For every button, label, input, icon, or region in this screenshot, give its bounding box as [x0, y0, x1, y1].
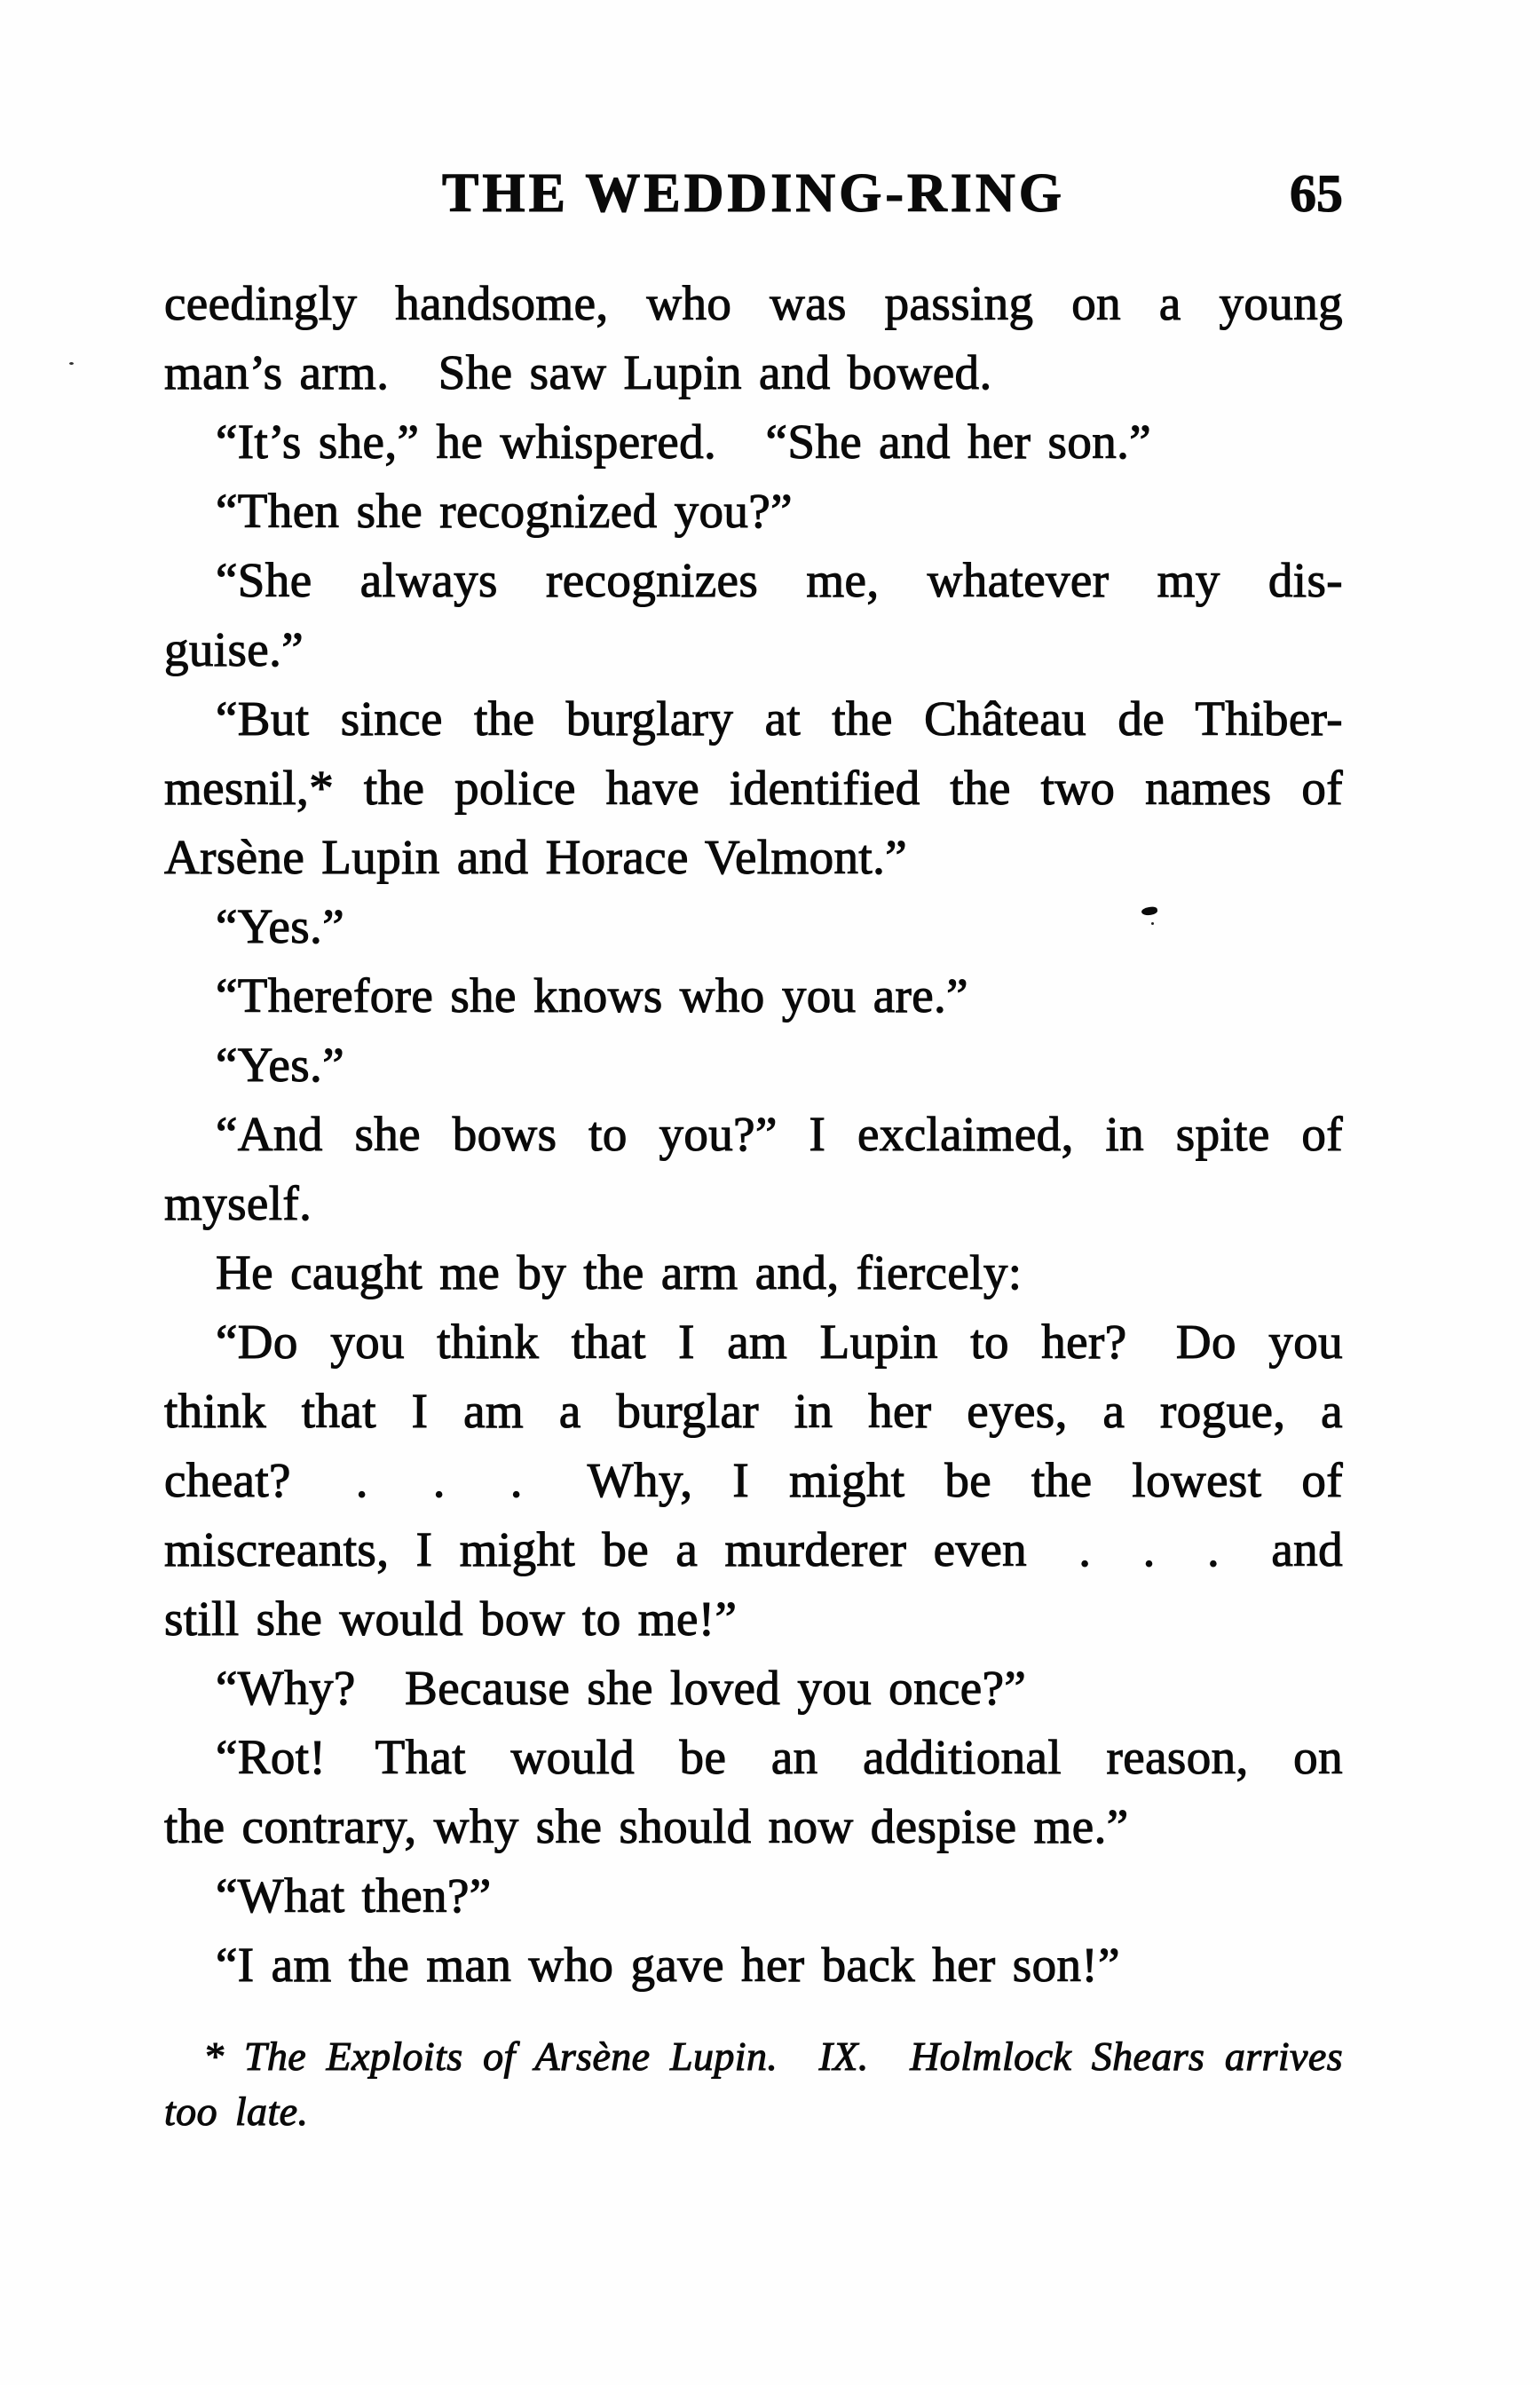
page-number: 65 — [1290, 164, 1343, 223]
text-line: still she would bow to me!” — [164, 1591, 738, 1646]
text-line: guise.” — [164, 622, 304, 676]
text-line: He caught me by the arm and, fiercely: — [216, 1245, 1023, 1299]
footnote — [164, 2029, 1343, 2139]
footnote-line: too late. — [164, 2089, 309, 2134]
page-title: THE WEDDING-RING — [442, 163, 1065, 224]
running-header — [164, 162, 1343, 225]
footnote-line: * The Exploits of Arsène Lupin. IX. Holmlock Shears arrives — [203, 2034, 1343, 2079]
text-line: “And she bows to you?” I exclaimed, in spite of — [216, 1107, 1343, 1161]
text-line: “Do you think that I am Lupin to her? Do you — [216, 1315, 1343, 1369]
text-line: miscreants, I might be a murderer even . . . and — [164, 1522, 1343, 1576]
text-line: “Rot! That would be an additional reason, on — [216, 1730, 1343, 1784]
text-line: “What then?” — [216, 1868, 492, 1923]
text-line: ceedingly handsome, who was passing on a young — [164, 276, 1343, 330]
text-line: “Why? Because she loved you once?” — [216, 1661, 1027, 1715]
text-line: cheat? . . . Why, I might be the lowest of — [164, 1453, 1343, 1507]
text-line: mesnil,* the police have identified the two names of — [164, 761, 1343, 815]
text-line: “It’s she,” he whispered. “She and her son.” — [216, 415, 1152, 469]
text-line: man’s arm. She saw Lupin and bowed. — [164, 345, 992, 399]
text-line: Arsène Lupin and Horace Velmont.” — [164, 830, 908, 884]
text-line: “Yes.” — [216, 899, 345, 953]
text-line: “But since the burglary at the Château de Thiber- — [216, 691, 1343, 746]
text-line: think that I am a burglar in her eyes, a rogue, a — [164, 1384, 1343, 1438]
ink-dot — [1151, 922, 1154, 925]
body-text — [164, 269, 1343, 2000]
text-line: “She always recognizes me, whatever my dis- — [216, 553, 1343, 607]
text-line: “Then she recognized you?” — [216, 484, 793, 538]
text-line: “Therefore she knows who you are.” — [216, 968, 968, 1023]
text-line: “I am the man who gave her back her son!” — [216, 1938, 1120, 1992]
text-line: “Yes.” — [216, 1038, 345, 1092]
text-line: the contrary, why she should now despise me.” — [164, 1799, 1129, 1853]
scan-speck — [69, 362, 74, 365]
text-line: myself. — [164, 1176, 312, 1230]
